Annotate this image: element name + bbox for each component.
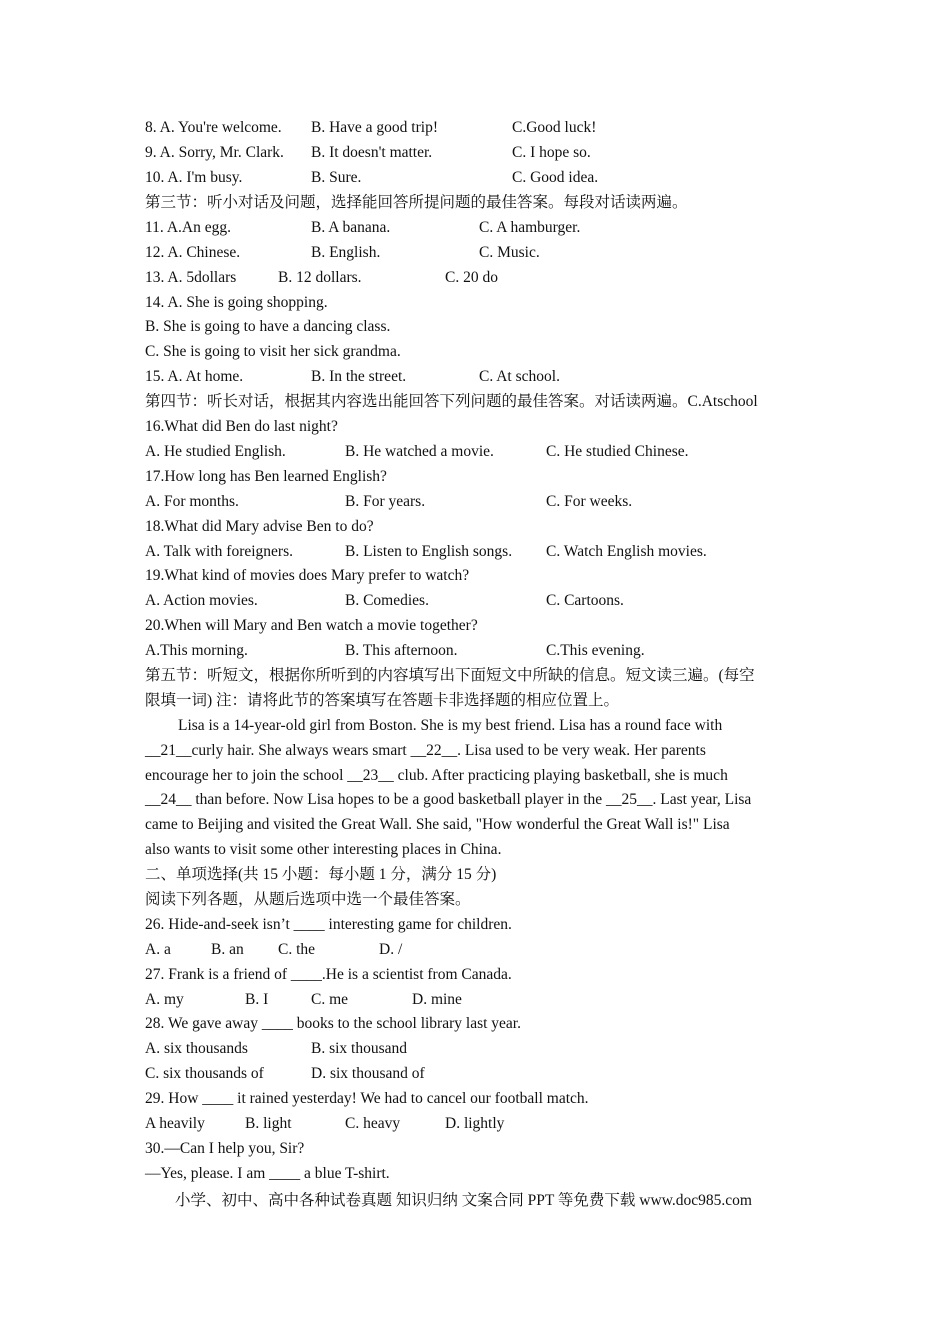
section-4-instruction: 第四节：听长对话，根据其内容选出能回答下列问题的最佳答案。对话读两遍。C.Atschool xyxy=(145,393,758,410)
question-14-option-a: 14. A. She is going shopping. xyxy=(145,294,328,311)
passage-line-5: came to Beijing and visited the Great Wall. She said, "How wonderful the Great Wall is!" Lisa xyxy=(145,816,730,833)
option-c: C. Cartoons. xyxy=(546,592,624,609)
option-b: B. Listen to English songs. xyxy=(345,543,513,560)
option-d: D. / xyxy=(379,941,403,958)
passage-line-6: also wants to visit some other interesting places in China. xyxy=(145,841,502,858)
passage-line-4: __24__ than before. Now Lisa hopes to be a good basketball player in the __25__. Last year, Lisa xyxy=(145,791,752,808)
option-b: B. Comedies. xyxy=(345,592,429,609)
option-c: C. 20 do xyxy=(445,269,498,286)
question-26: 26. Hide-and-seek isn’t ____ interesting game for children. xyxy=(145,916,512,933)
option-b: B. For years. xyxy=(345,493,426,510)
option-c: C. the xyxy=(278,941,316,958)
passage-line-1: Lisa is a 14-year-old girl from Boston. She is my best friend. Lisa has a round face with xyxy=(178,717,723,734)
question-20: 20.When will Mary and Ben watch a movie together? xyxy=(145,617,478,634)
option-a: 12. A. Chinese. xyxy=(145,244,241,261)
option-b: B. an xyxy=(211,941,244,958)
option-a: A. For months. xyxy=(145,493,239,510)
question-16: 16.What did Ben do last night? xyxy=(145,418,338,435)
option-a: 10. A. I'm busy. xyxy=(145,169,243,186)
option-c: C. He studied Chinese. xyxy=(546,443,689,460)
option-d: D. lightly xyxy=(445,1115,505,1132)
part-2-heading: 二、单项选择(共 15 小题：每小题 1 分，满分 15 分) xyxy=(145,866,497,883)
option-a: 8. A. You're welcome. xyxy=(145,119,282,136)
option-c: C.This evening. xyxy=(546,642,645,659)
option-c: C. heavy xyxy=(345,1115,401,1132)
option-d: D. six thousand of xyxy=(311,1065,425,1082)
option-b: B. He watched a movie. xyxy=(345,443,494,460)
option-b: B. In the street. xyxy=(311,368,407,385)
section-3-instruction: 第三节：听小对话及问题，选择能回答所提问题的最佳答案。每段对话读两遍。 xyxy=(145,194,688,211)
option-b: B. Sure. xyxy=(311,169,362,186)
option-a: 15. A. At home. xyxy=(145,368,244,385)
option-c: C. Good idea. xyxy=(512,169,599,186)
option-b: B. It doesn't matter. xyxy=(311,144,433,161)
passage-line-3: encourage her to join the school __23__ club. After practicing playing basketball, she is much xyxy=(145,767,728,784)
question-14-option-c: C. She is going to visit her sick grandma. xyxy=(145,343,401,360)
question-30-line-2: —Yes, please. I am ____ a blue T-shirt. xyxy=(145,1165,390,1182)
option-c: C. I hope so. xyxy=(512,144,591,161)
option-a: A. my xyxy=(145,991,184,1008)
option-b: B. 12 dollars. xyxy=(278,269,362,286)
option-a: 9. A. Sorry, Mr. Clark. xyxy=(145,144,284,161)
option-d: D. mine xyxy=(412,991,462,1008)
question-18: 18.What did Mary advise Ben to do? xyxy=(145,518,374,535)
question-14-option-b: B. She is going to have a dancing class. xyxy=(145,318,391,335)
option-a: 13. A. 5dollars xyxy=(145,269,237,286)
question-30-line-1: 30.—Can I help you, Sir? xyxy=(145,1140,305,1157)
option-b: B. light xyxy=(245,1115,292,1132)
passage-line-2: __21__curly hair. She always wears smart __22__. Lisa used to be very weak. Her parents xyxy=(145,742,706,759)
option-c: C. six thousands of xyxy=(145,1065,264,1082)
option-a: A. He studied English. xyxy=(145,443,286,460)
page-footer: 小学、初中、高中各种试卷真题 知识归纳 文案合同 PPT 等免费下载 www.doc985.com xyxy=(175,1192,752,1209)
option-b: B. Have a good trip! xyxy=(311,119,438,136)
option-a: A. six thousands xyxy=(145,1040,248,1057)
part-2-instruction: 阅读下列各题，从题后选项中选一个最佳答案。 xyxy=(145,891,471,908)
option-c: C. For weeks. xyxy=(546,493,633,510)
option-a: A. Action movies. xyxy=(145,592,258,609)
question-28: 28. We gave away ____ books to the school library last year. xyxy=(145,1015,521,1032)
option-b: B. six thousand xyxy=(311,1040,408,1057)
option-b: B. I xyxy=(245,991,269,1008)
option-b: B. This afternoon. xyxy=(345,642,458,659)
option-c: C. Watch English movies. xyxy=(546,543,707,560)
option-a: A. a xyxy=(145,941,171,958)
option-a: A. Talk with foreigners. xyxy=(145,543,293,560)
option-b: B. English. xyxy=(311,244,381,261)
option-c: C. me xyxy=(311,991,349,1008)
option-c: C. A hamburger. xyxy=(479,219,581,236)
option-a: A heavily xyxy=(145,1115,205,1132)
option-b: B. A banana. xyxy=(311,219,391,236)
question-19: 19.What kind of movies does Mary prefer to watch? xyxy=(145,567,470,584)
option-a: A.This morning. xyxy=(145,642,248,659)
option-c: C. At school. xyxy=(479,368,560,385)
option-a: 11. A.An egg. xyxy=(145,219,231,236)
option-c: C. Music. xyxy=(479,244,540,261)
question-29: 29. How ____ it rained yesterday! We had to cancel our football match. xyxy=(145,1090,589,1107)
question-17: 17.How long has Ben learned English? xyxy=(145,468,387,485)
section-5-instruction-line-2: 限填一词) 注：请将此节的答案填写在答题卡非选择题的相应位置上。 xyxy=(145,692,620,709)
question-27: 27. Frank is a friend of ____.He is a scientist from Canada. xyxy=(145,966,512,983)
section-5-instruction-line-1: 第五节：听短文，根据你所听到的内容填写出下面短文中所缺的信息。短文读三遍。(每空 xyxy=(145,667,755,684)
option-c: C.Good luck! xyxy=(512,119,597,136)
